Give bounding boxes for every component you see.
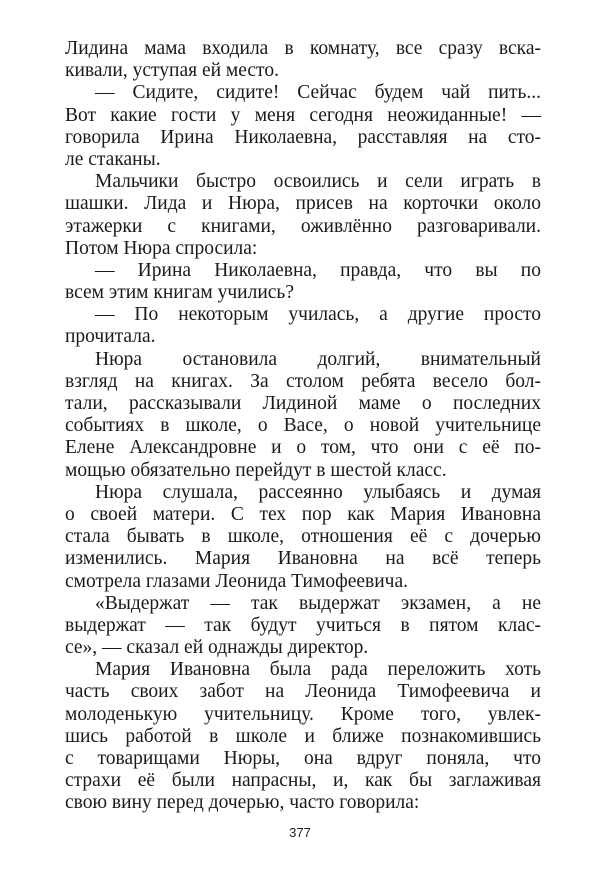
text-line: Потом Нюра спросила: — [65, 237, 258, 259]
text-line: шашки. Лида и Нюра, присев на корточки около — [65, 193, 541, 215]
text-line: Мария Ивановна была рада переложить хоть — [95, 659, 541, 681]
text-line: — Сидите, сидите! Сейчас будем чай пить... — [95, 82, 541, 104]
text-line: страхи её были напрасны, и, как бы заглаживая — [65, 770, 541, 792]
text-line: свою вину перед дочерью, часто говорила: — [65, 792, 420, 814]
text-line: прочитала. — [65, 326, 156, 348]
text-line: о своей матери. С тех пор как Мария Ивановна — [65, 503, 541, 525]
text-line: говорила Ирина Николаевна, расставляя на сто- — [65, 126, 541, 148]
text-line: мощью обязательно перейдут в шестой класс. — [65, 459, 447, 481]
text-line: се», — сказал ей однажды директор. — [65, 637, 369, 659]
text-line: смотрела глазами Леонида Тимофеевича. — [65, 570, 409, 592]
text-line: взгляд на книгах. За столом ребята весело бол- — [65, 370, 541, 392]
text-line: выдержат — так будут учиться в пятом клас- — [65, 614, 541, 636]
text-line: Лидина мама входила в комнату, все сразу вска- — [65, 38, 541, 59]
text-line: всем этим книгам учились? — [65, 282, 294, 304]
text-line: ле стаканы. — [65, 148, 161, 170]
text-line: шись работой в школе и ближе познакомившись — [65, 725, 541, 747]
text-line: Нюра слушала, рассеянно улыбаясь и думая — [95, 481, 541, 503]
text-line: Мальчики быстро освоились и сели играть в — [95, 171, 541, 193]
text-line: с товарищами Нюры, она вдруг поняла, что — [65, 748, 541, 769]
text-line: тали, рассказывали Лидиной маме о последних — [65, 393, 541, 414]
text-line: этажерки с книгами, оживлённо разговаривали. — [65, 215, 541, 237]
page-body — [65, 38, 541, 815]
page-number: 377 — [289, 825, 311, 840]
text-line: «Выдержат — так выдержат экзамен, а не — [95, 592, 541, 614]
text-line: молоденькую учительницу. Кроме того, увлек- — [65, 703, 541, 725]
text-line: часть своих забот на Леонида Тимофеевича и — [65, 681, 541, 703]
text-line: Елене Александровне и о том, что они с её по- — [65, 437, 541, 459]
text-line: кивали, уступая ей место. — [65, 60, 279, 82]
text-line: Вот какие гости у меня сегодня неожиданные! — — [65, 104, 541, 126]
text-line: событиях в школе, о Васе, о новой учительнице — [65, 415, 541, 437]
text-line: — По некоторым училась, а другие просто — [95, 304, 541, 326]
text-line: Нюра остановила долгий, внимательный — [95, 348, 541, 370]
text-line: стала бывать в школе, отношения её с дочерью — [65, 526, 541, 548]
text-line: изменились. Мария Ивановна на всё теперь — [65, 548, 541, 570]
text-line: — Ирина Николаевна, правда, что вы по — [95, 259, 541, 281]
